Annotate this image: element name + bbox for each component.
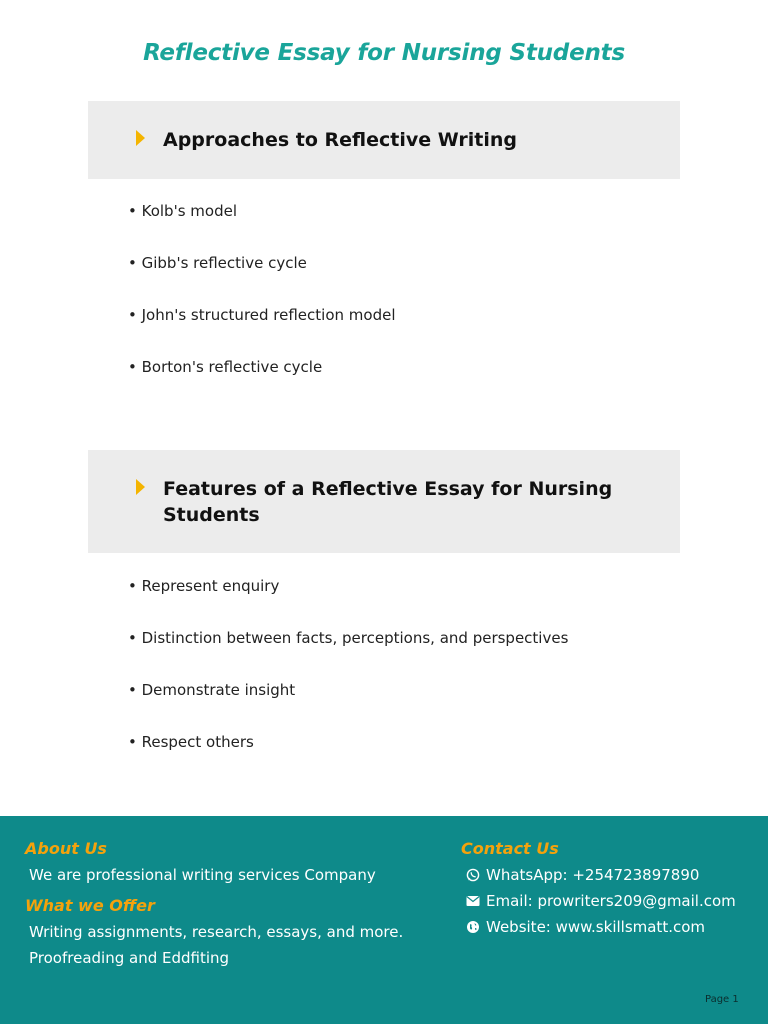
list-item: • John's structured reflection model bbox=[128, 306, 396, 324]
list-item: • Kolb's model bbox=[128, 202, 237, 220]
contact-heading: Contact Us bbox=[461, 839, 559, 858]
section-heading-line2: Students bbox=[163, 503, 260, 526]
caret-right-icon bbox=[136, 479, 145, 495]
section-header-approaches bbox=[88, 101, 680, 179]
contact-website[interactable] bbox=[466, 918, 705, 936]
section-heading-line1: Features of a Reflective Essay for Nursing bbox=[163, 477, 613, 500]
offer-line: Writing assignments, research, essays, and more. bbox=[29, 923, 404, 941]
offer-line: Proofreading and Eddfiting bbox=[29, 949, 230, 967]
contact-email[interactable] bbox=[466, 892, 736, 910]
section-header-features bbox=[88, 450, 680, 553]
list-item: • Respect others bbox=[128, 733, 254, 751]
contact-whatsapp[interactable] bbox=[466, 866, 699, 884]
page-title: Reflective Essay for Nursing Students bbox=[143, 40, 625, 66]
list-item: • Distinction between facts, perceptions, and perspectives bbox=[128, 629, 569, 647]
about-heading: About Us bbox=[25, 839, 107, 858]
footer bbox=[0, 816, 768, 1024]
list-item: • Gibb's reflective cycle bbox=[128, 254, 307, 272]
list-item: • Demonstrate insight bbox=[128, 681, 296, 699]
envelope-icon bbox=[466, 894, 480, 908]
globe-icon bbox=[466, 920, 480, 934]
list-item: • Represent enquiry bbox=[128, 577, 280, 595]
contact-text: Email: prowriters209@gmail.com bbox=[486, 892, 736, 910]
whatsapp-icon bbox=[466, 868, 480, 882]
contact-text: WhatsApp: +254723897890 bbox=[486, 866, 700, 884]
page-number: Page 1 bbox=[705, 994, 739, 1005]
contact-text: Website: www.skillsmatt.com bbox=[486, 918, 706, 936]
offer-heading: What we Offer bbox=[25, 896, 155, 915]
about-text: We are professional writing services Company bbox=[29, 866, 376, 884]
section-heading: Approaches to Reflective Writing bbox=[163, 129, 517, 151]
list-item: • Borton's reflective cycle bbox=[128, 358, 323, 376]
caret-right-icon bbox=[136, 130, 145, 146]
